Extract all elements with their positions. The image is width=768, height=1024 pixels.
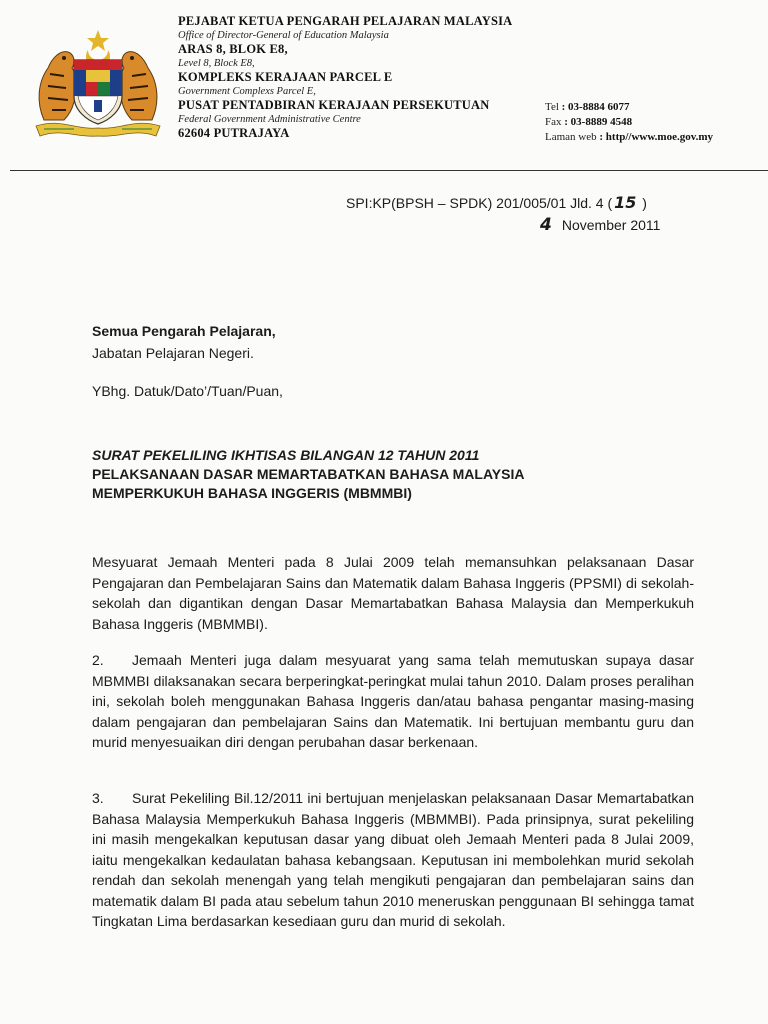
reference-suffix: )	[638, 195, 647, 211]
addressee-line-2: Jabatan Pelajaran Negeri.	[92, 345, 254, 361]
centre-ms: PUSAT PENTADBIRAN KERAJAAN PERSEKUTUAN	[178, 98, 490, 112]
circular-title-line-2: PELAKSANAAN DASAR MEMARTABATKAN BAHASA MALAYSIA	[92, 466, 525, 482]
web-label: Laman web	[545, 131, 597, 143]
reference-handwritten-number: 15	[614, 193, 637, 212]
agency-name-ms: PEJABAT KETUA PENGARAH PELAJARAN MALAYSIA	[178, 14, 513, 28]
paragraph-3	[92, 788, 694, 932]
complex-en: Government Complexs Parcel E,	[178, 86, 316, 97]
letterhead-address-block	[178, 14, 512, 141]
paragraph-3-number: 3.	[92, 790, 104, 806]
paragraph-3-text: Surat Pekeliling Bil.12/2011 ini bertujuan menjelaskan pelaksanaan Dasar Memartabatkan Bahasa Malaysia Memperkukuh Bahasa Inggeris (MBMMBI). Pada prinsipnya, surat pekeliling ini masih mengekalkan keputusan dasar yang dibuat oleh Jemaah Menteri pada 8 Julai 2009, iaitu mengekalkan kedaulatan bahasa kebangsaan. Keputusan ini membolehkan murid sekolah rendah dan sekolah menengah yang telah mengikuti pengajaran dan pembelajaran sains dan matematik dalam BI pada atau sebelum tahun 2010 meneruskan penggunaan BI sehingga tamat Tingkatan Lima berdasarkan kesediaan guru dan murid di sekolah.	[92, 790, 694, 929]
circular-title-line-3: MEMPERKUKUH BAHASA INGGERIS (MBMMBI)	[92, 485, 412, 501]
postcode-city: 62604 PUTRAJAYA	[178, 126, 290, 140]
reference-prefix: SPI:KP(BPSH – SPDK) 201/005/01 Jld. 4 (	[346, 195, 613, 211]
circular-title	[92, 446, 524, 503]
contact-block	[545, 100, 713, 145]
letterhead-divider	[10, 170, 768, 171]
date-handwritten-day: 4	[540, 215, 552, 235]
letter-date	[540, 215, 660, 235]
addressee-block	[92, 320, 276, 364]
paragraph-2-number: 2.	[92, 652, 104, 668]
addressee-line-1: Semua Pengarah Pelajaran,	[92, 323, 276, 339]
web-line	[545, 130, 713, 145]
circular-title-line-1: SURAT PEKELILING IKHTISAS BILANGAN 12 TAHUN 2011	[92, 447, 480, 463]
tel-label: Tel	[545, 101, 559, 113]
tel-value: : 03-8884 6077	[561, 101, 630, 113]
agency-name-en: Office of Director-General of Education Malaysia	[178, 30, 389, 41]
web-value: : http//www.moe.gov.my	[599, 131, 714, 143]
date-month-year: November 2011	[561, 217, 661, 233]
level-ms: ARAS 8, BLOK E8,	[178, 42, 288, 56]
level-en: Level 8, Block E8,	[178, 58, 255, 69]
paragraph-2	[92, 650, 694, 753]
fax-line	[545, 115, 713, 130]
paragraph-1-text: Mesyuarat Jemaah Menteri pada 8 Julai 2009 telah memansuhkan pelaksanaan Dasar Pengajaran dan Pembelajaran Sains dan Matematik dalam Bahasa Inggeris (PPSMI) di sekolah-sekolah dan digantikan dengan Dasar Memartabatkan Bahasa Malaysia dan Memperkukuh Bahasa Inggeris (MBMMBI).	[92, 554, 694, 632]
paragraph-1	[92, 552, 694, 634]
coat-of-arms-crest	[30, 28, 166, 140]
salutation: YBhg. Datuk/Dato’/Tuan/Puan,	[92, 383, 283, 399]
reference-number	[346, 193, 647, 212]
fax-label: Fax	[545, 116, 562, 128]
letterhead	[0, 0, 768, 172]
complex-ms: KOMPLEKS KERAJAAN PARCEL E	[178, 70, 393, 84]
paragraph-2-text: Jemaah Menteri juga dalam mesyuarat yang sama telah memutuskan supaya dasar MBMMBI dilaksanakan secara berperingkat-peringkat mulai tahun 2010. Dalam proses peralihan ini, sekolah boleh menggunakan Bahasa Inggeris dan/atau bahasa pengantar masing-masing dalam pengajaran dan pembelajaran Sains dan Matematik. Ini bertujuan membantu guru dan murid menyesuaikan diri dengan perubahan dasar berkenaan.	[92, 652, 694, 750]
centre-en: Federal Government Administrative Centre	[178, 114, 361, 125]
tel-line	[545, 100, 713, 115]
fax-value: : 03-8889 4548	[564, 116, 633, 128]
